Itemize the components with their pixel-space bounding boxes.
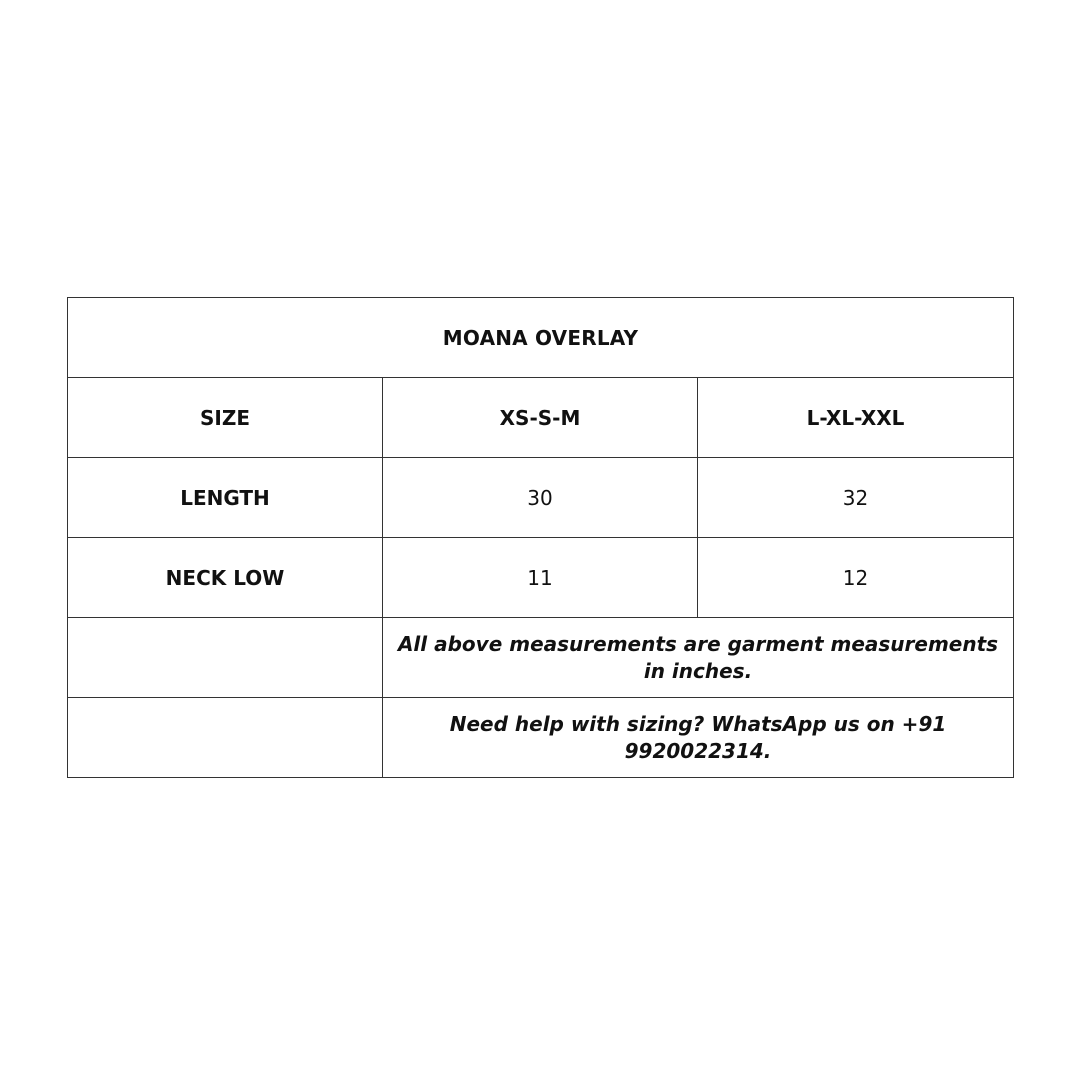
empty-cell [68, 698, 383, 778]
size-column-l-xl-xxl: L-XL-XXL [698, 378, 1014, 458]
length-l-xl-xxl: 32 [698, 458, 1014, 538]
sizing-help-note: Need help with sizing? WhatsApp us on +91 9920022314. [383, 698, 1014, 778]
size-column-xs-s-m: XS-S-M [383, 378, 698, 458]
neck-low-xs-s-m: 11 [383, 538, 698, 618]
table-row [68, 458, 1014, 538]
length-xs-s-m: 30 [383, 458, 698, 538]
empty-cell [68, 618, 383, 698]
header-row [68, 378, 1014, 458]
note-row [68, 698, 1014, 778]
row-label-length: LENGTH [68, 458, 383, 538]
size-header: SIZE [68, 378, 383, 458]
size-chart-table [67, 297, 1014, 778]
note-row [68, 618, 1014, 698]
chart-title: MOANA OVERLAY [68, 298, 1014, 378]
table-row [68, 538, 1014, 618]
neck-low-l-xl-xxl: 12 [698, 538, 1014, 618]
title-row [68, 298, 1014, 378]
measurement-note: All above measurements are garment measurements in inches. [383, 618, 1014, 698]
row-label-neck-low: NECK LOW [68, 538, 383, 618]
